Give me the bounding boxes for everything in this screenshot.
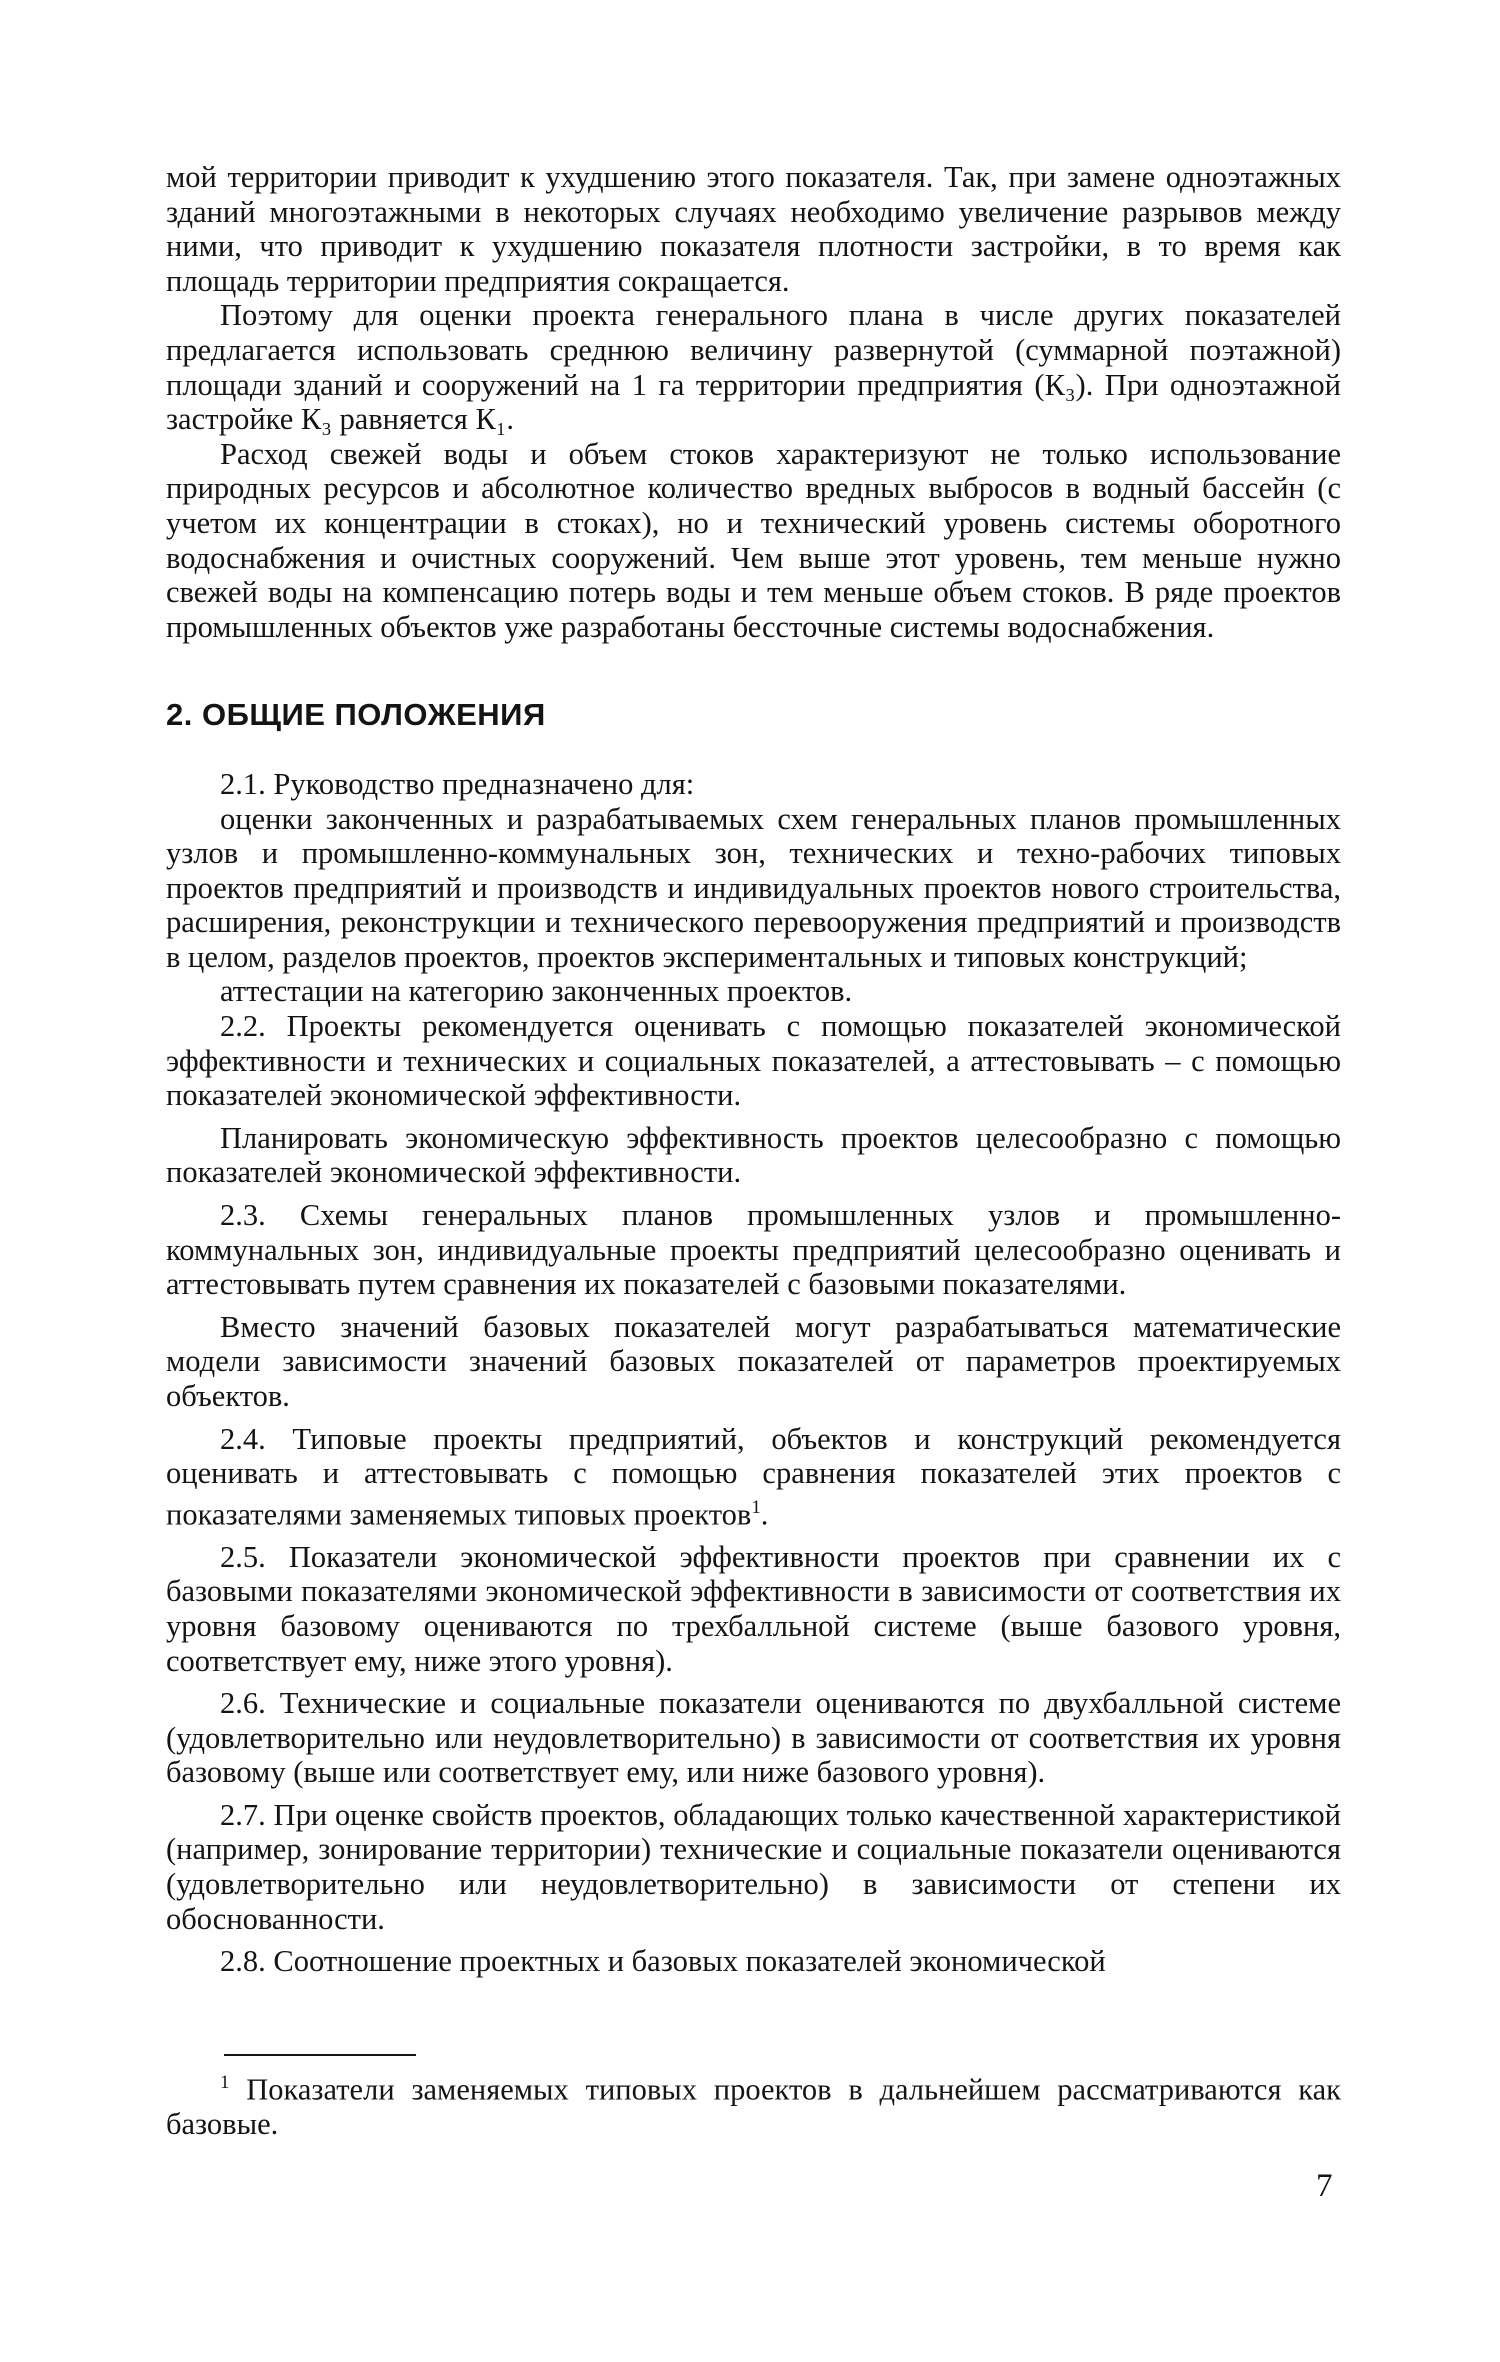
item-2-6: 2.6. Технические и социальные показатели оцениваются по двухбалльной системе (удовлетворительно или неудовлетворительно) в зависимости от соответствия их уровня базовому (выше или соответствует ему, или ниже базового уровня). [166,1686,1341,1790]
footnote [166,2066,1341,2142]
footnote-mark: 1 [220,2072,230,2093]
item-2-8: 2.8. Соотношение проектных и базовых показателей экономической [220,1944,1106,1979]
footnote-text: Показатели заменяемых типовых проектов в дальнейшем рассматриваются как базовые. [166,2072,1341,2141]
item-2-7: 2.7. При оценке свойств проектов, обладающих только качественной характеристикой (например, зонирование территории) технические и социальные показатели оцениваются (удовлетворительно или неудовлетворительно) в зависимости от степени их обоснованности. [166,1797,1341,1936]
footnote-divider [224,2054,416,2056]
item-2-2-continuation: Планировать экономическую эффективность проектов целесообразно с помощью показателей экономической эффективности. [166,1120,1341,1190]
item-2-1-list-entry-1: оценки законченных и разрабатываемых схем генеральных планов промышленных узлов и промышленно-коммунальных зон, технических и техно-рабочих типовых проектов предприятий и производств и индивидуальных проектов нового строительства, расширения, реконструкции и технического перевооружения предприятий и производств в целом, разделов проектов, проектов экспериментальных и типовых конструкций; [166,801,1341,974]
paragraph-intro-2: Поэтому для оценки проекта генерального плана в числе других показателей предлагается использовать среднюю величину развернутой (суммарной поэтажной) площади зданий и сооружений на 1 га территории предприятия (К₃). При одноэтажной застройке К₃ равняется К₁. [166,298,1341,437]
item-2-4-end: . [760,1497,769,1532]
item-2-4-text: 2.4. Типовые проекты предприятий, объектов и конструкций рекомендуется оценивать и аттестовывать с помощью сравнения показателей этих проектов с показателями заменяемых типовых проектов [166,1421,1341,1532]
item-2-3: 2.3. Схемы генеральных планов промышленных узлов и промышленно-коммунальных зон, индивидуальные проекты предприятий целесообразно оценивать и аттестовывать путем сравнения их показателей с базовыми показателями. [166,1198,1341,1302]
paragraph-intro-3: Расход свежей воды и объем стоков характеризуют не только использование природных ресурсов и абсолютное количество вредных выбросов в водный бассейн (с учетом их концентрации в стоках), но и технический уровень системы оборотного водоснабжения и очистных сооружений. Чем выше этот уровень, тем меньше нужно свежей воды на компенсацию потерь воды и тем меньше объем стоков. В ряде проектов промышленных объектов уже разработаны бессточные системы водоснабжения. [166,436,1341,644]
item-2-4 [166,1422,1341,1532]
main-text-column [166,160,1341,1979]
item-2-3-continuation: Вместо значений базовых показателей могут разрабатываться математические модели зависимости значений базовых показателей от параметров проектируемых объектов. [166,1309,1341,1413]
item-2-2: 2.2. Проекты рекомендуется оценивать с помощью показателей экономической эффективности и технических и социальных показателей, а аттестовывать – с помощью показателей экономической эффективности. [166,1009,1341,1113]
item-2-5: 2.5. Показатели экономической эффективности проектов при сравнении их с базовыми показателями экономической эффективности в зависимости от соответствия их уровня базовому оцениваются по трехбалльной системе (выше базового уровня, соответствует ему, ниже этого уровня). [166,1539,1341,1678]
page-number: 7 [1316,2168,1333,2204]
item-2-1-intro: 2.1. Руководство предназначено для: [220,766,695,801]
footnote-reference-mark: 1 [751,1496,761,1518]
paragraph-intro-1: мой территории приводит к ухудшению этого показателя. Так, при замене одноэтажных зданий многоэтажными в некоторых случаях необходимо увеличение разрывов между ними, что приводит к ухудшению показателя плотности застройки, в то время как площадь территории предприятия сокращается. [166,160,1341,298]
section-heading: 2. ОБЩИЕ ПОЛОЖЕНИЯ [166,697,546,733]
item-2-1-list-entry-2: аттестации на категорию законченных проектов. [220,974,853,1009]
